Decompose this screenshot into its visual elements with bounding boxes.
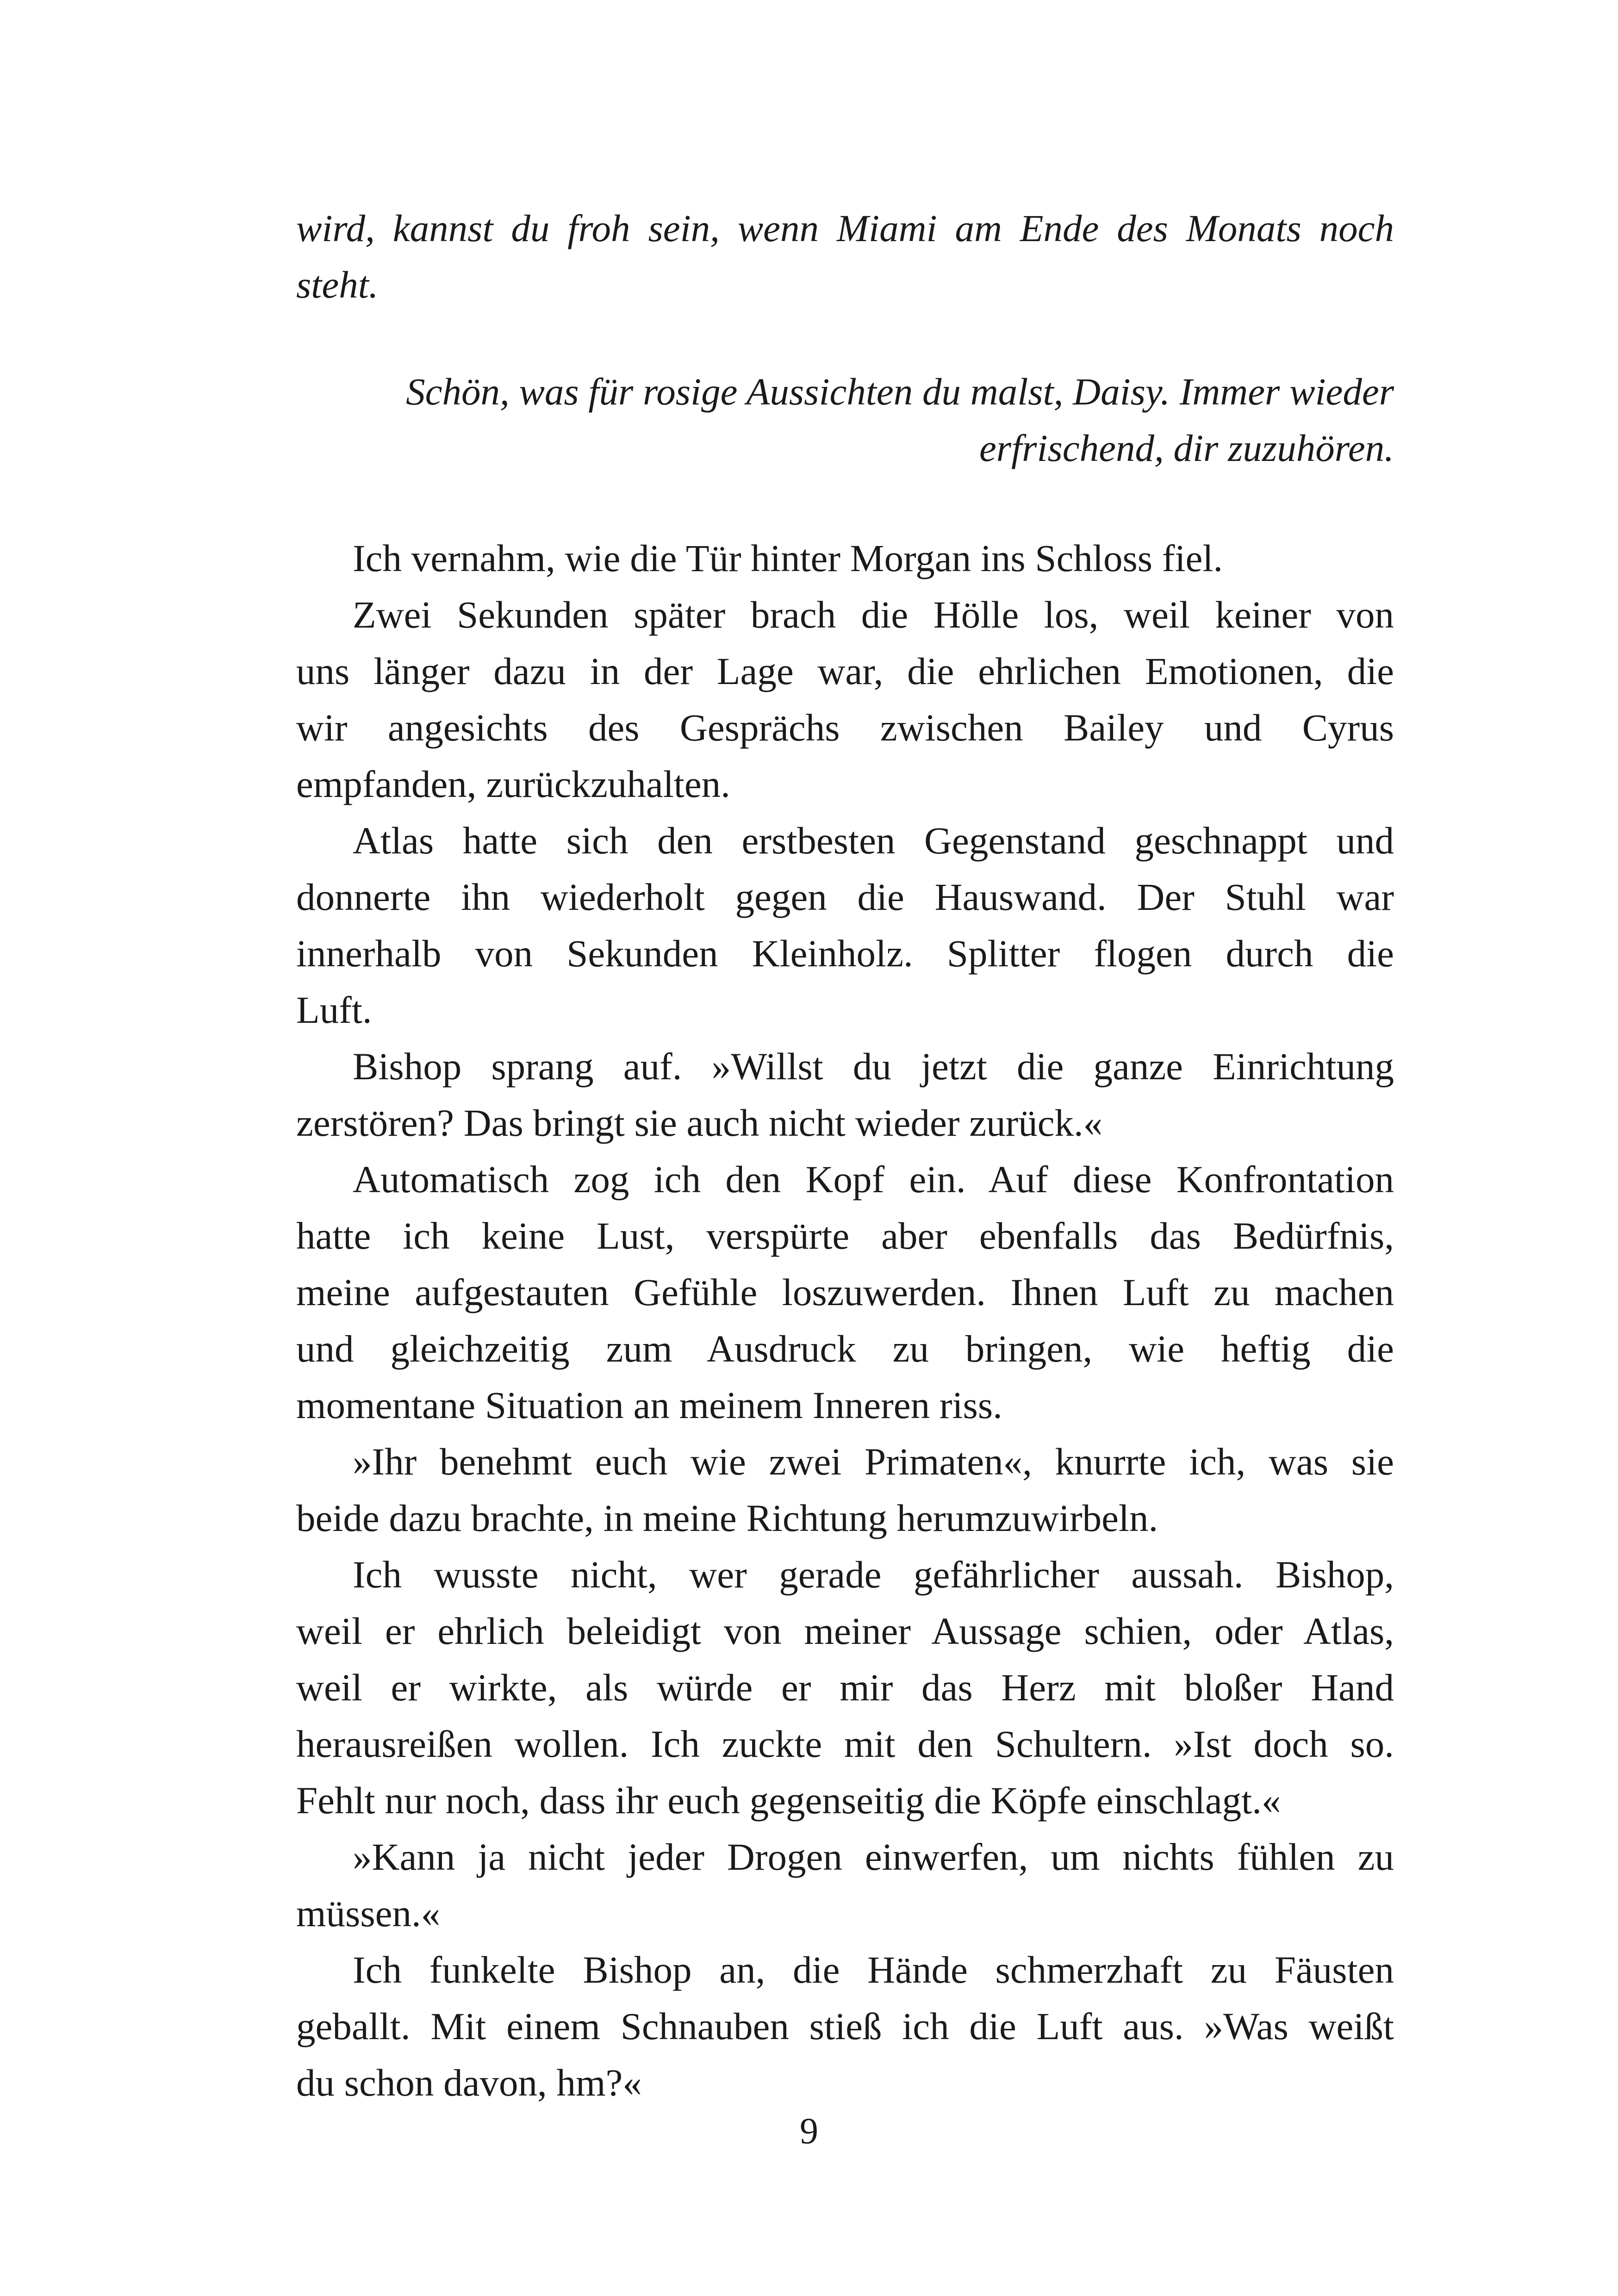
paragraph <box>296 1038 1394 1151</box>
text-line: du schon davon, hm?« <box>296 2061 642 2104</box>
text-line: wird, kannst du froh sein, wenn Miami am Ende des Monats noch <box>296 207 1394 249</box>
text-line: innerhalb von Sekunden Kleinholz. Splitter flogen durch die <box>296 932 1394 975</box>
text-line: weil er wirkte, als würde er mir das Herz mit bloßer Hand <box>296 1666 1394 1709</box>
paragraph <box>296 812 1394 1038</box>
text-line: »Kann ja nicht jeder Drogen einwerfen, um nichts fühlen zu <box>353 1836 1394 1878</box>
text-line: Fehlt nur noch, dass ihr euch gegenseitig die Köpfe einschlagt.« <box>296 1779 1281 1822</box>
text-line: wir angesichts des Gesprächs zwischen Bailey und Cyrus <box>296 706 1394 749</box>
text-line: meine aufgestauten Gefühle loszuwerden. Ihnen Luft zu machen <box>296 1271 1394 1313</box>
paragraph <box>296 1151 1394 1433</box>
text-line: erfrischend, dir zuzuhören. <box>979 427 1394 469</box>
paragraph <box>296 1546 1394 1829</box>
text-line: donnerte ihn wiederholt gegen die Hauswand. Der Stuhl war <box>296 876 1394 918</box>
text-line: Ich wusste nicht, wer gerade gefährlicher aussah. Bishop, <box>353 1553 1394 1596</box>
text-line: beide dazu brachte, in meine Richtung herumzuwirbeln. <box>296 1497 1158 1539</box>
reply-message <box>405 363 1394 476</box>
paragraph <box>296 530 1394 586</box>
prose-body <box>296 530 1394 2111</box>
text-line: hatte ich keine Lust, verspürte aber ebenfalls das Bedürfnis, <box>296 1214 1394 1257</box>
text-line: Luft. <box>296 989 372 1031</box>
paragraph <box>296 586 1394 812</box>
text-line: Zwei Sekunden später brach die Hölle los, weil keiner von <box>353 593 1394 636</box>
text-line: momentane Situation an meinem Inneren riss. <box>296 1384 1002 1426</box>
text-line: Bishop sprang auf. »Willst du jetzt die ganze Einrichtung <box>353 1045 1394 1088</box>
daisy-message <box>296 200 1394 313</box>
text-line: uns länger dazu in der Lage war, die ehrlichen Emotionen, die <box>296 650 1394 692</box>
text-line: »Ihr benehmt euch wie zwei Primaten«, knurrte ich, was sie <box>353 1440 1394 1483</box>
text-line: Automatisch zog ich den Kopf ein. Auf diese Konfrontation <box>353 1158 1394 1201</box>
page-number: 9 <box>800 2111 818 2152</box>
paragraph <box>296 1941 1394 2111</box>
paragraph <box>296 1433 1394 1546</box>
text-line: zerstören? Das bringt sie auch nicht wieder zurück.« <box>296 1101 1103 1144</box>
text-line: Ich vernahm, wie die Tür hinter Morgan ins Schloss fiel. <box>353 537 1223 579</box>
text-line: steht. <box>296 263 379 306</box>
text-line: Ich funkelte Bishop an, die Hände schmerzhaft zu Fäusten <box>353 1948 1394 1991</box>
text-line: müssen.« <box>296 1892 441 1935</box>
text-line: und gleichzeitig zum Ausdruck zu bringen, wie heftig die <box>296 1327 1394 1370</box>
text-line: herausreißen wollen. Ich zuckte mit den Schultern. »Ist doch so. <box>296 1723 1394 1765</box>
text-line: geballt. Mit einem Schnauben stieß ich die Luft aus. »Was weißt <box>296 2005 1394 2047</box>
text-line: Schön, was für rosige Aussichten du malst, Daisy. Immer wieder <box>406 370 1394 413</box>
text-line: weil er ehrlich beleidigt von meiner Aussage schien, oder Atlas, <box>296 1610 1394 1652</box>
text-line: empfanden, zurückzuhalten. <box>296 763 730 805</box>
paragraph <box>296 1829 1394 1941</box>
text-line: Atlas hatte sich den erstbesten Gegenstand geschnappt und <box>353 819 1394 862</box>
